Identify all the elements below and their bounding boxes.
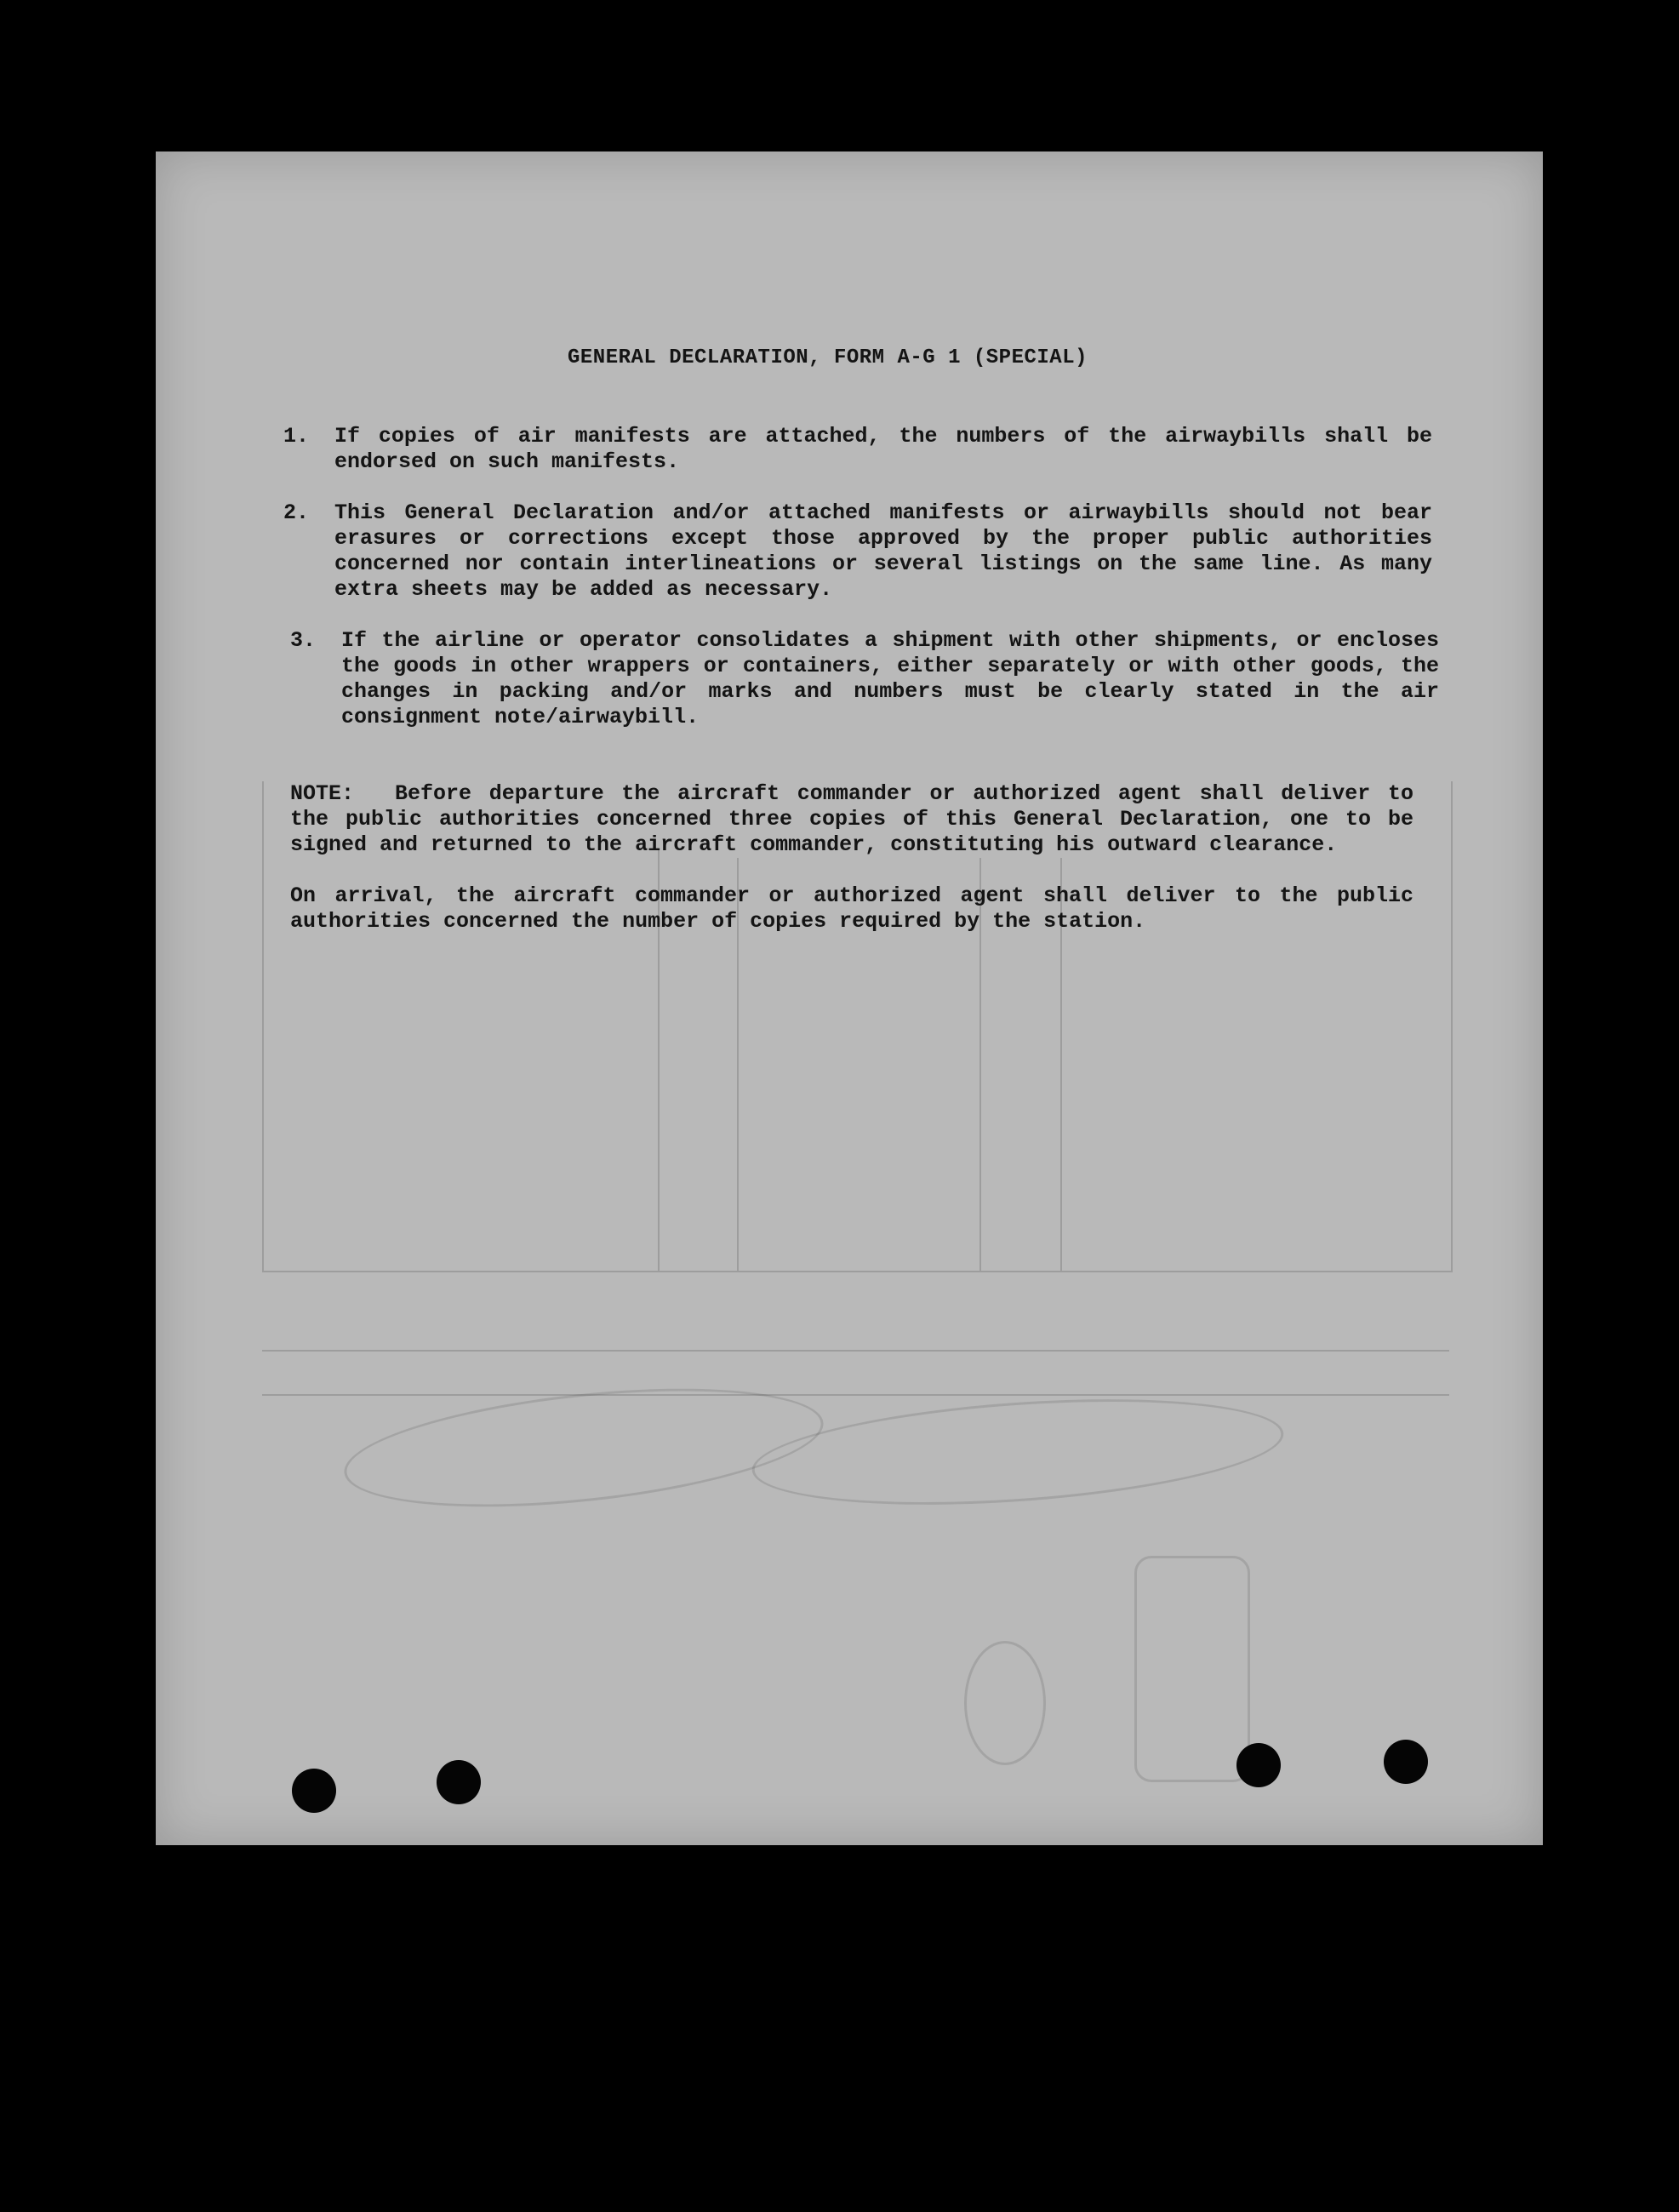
item-number: 2.	[283, 500, 310, 525]
item-number: 3.	[290, 628, 317, 653]
bleed-through-rule	[262, 1394, 1449, 1396]
punch-hole	[437, 1760, 481, 1804]
punch-hole	[1236, 1743, 1281, 1787]
item-text: This General Declaration and/or attached manifests or airwaybills should not bear erasures or corrections except those approved by the proper public authorities concerned nor contain interlineations or several listings on the same line. As many extra sheets may be added as necessary.	[334, 500, 1432, 602]
document-title: GENERAL DECLARATION, FORM A-G 1 (SPECIAL)	[568, 346, 1088, 369]
bleed-through-signature	[749, 1384, 1288, 1519]
item-number: 1.	[283, 424, 310, 449]
note-text: Before departure the aircraft commander or authorized agent shall deliver to the public authorities concerned three copies of this General Declaration, one to be signed and returned to the aircraft commander, constituting his outward clearance.	[290, 781, 1413, 857]
note-block	[290, 781, 1413, 960]
note-label: NOTE:	[290, 781, 355, 806]
bleed-through-stamp	[964, 1641, 1046, 1765]
punch-hole	[1384, 1740, 1428, 1784]
item-text: If copies of air manifests are attached, the numbers of the airwaybills shall be endorsed on such manifests.	[334, 424, 1432, 474]
instruction-item	[283, 500, 1432, 603]
arrival-paragraph: On arrival, the aircraft commander or authorized agent shall deliver to the public authorities concerned the number of copies required by the station.	[290, 883, 1413, 934]
instruction-item	[290, 628, 1439, 730]
bleed-through-signature	[339, 1369, 829, 1526]
bleed-through-stamp	[1134, 1556, 1250, 1782]
item-text: If the airline or operator consolidates a shipment with other shipments, or encloses the goods in other wrappers or containers, either separately or with other goods, the changes in packing and/or marks and numbers must be clearly stated in the air consignment note/airwaybill.	[341, 628, 1439, 729]
punch-hole	[292, 1769, 336, 1813]
note-paragraph	[290, 781, 1413, 858]
bleed-through-rule	[262, 1350, 1449, 1352]
instruction-item	[283, 424, 1432, 475]
document-page	[156, 151, 1543, 1845]
